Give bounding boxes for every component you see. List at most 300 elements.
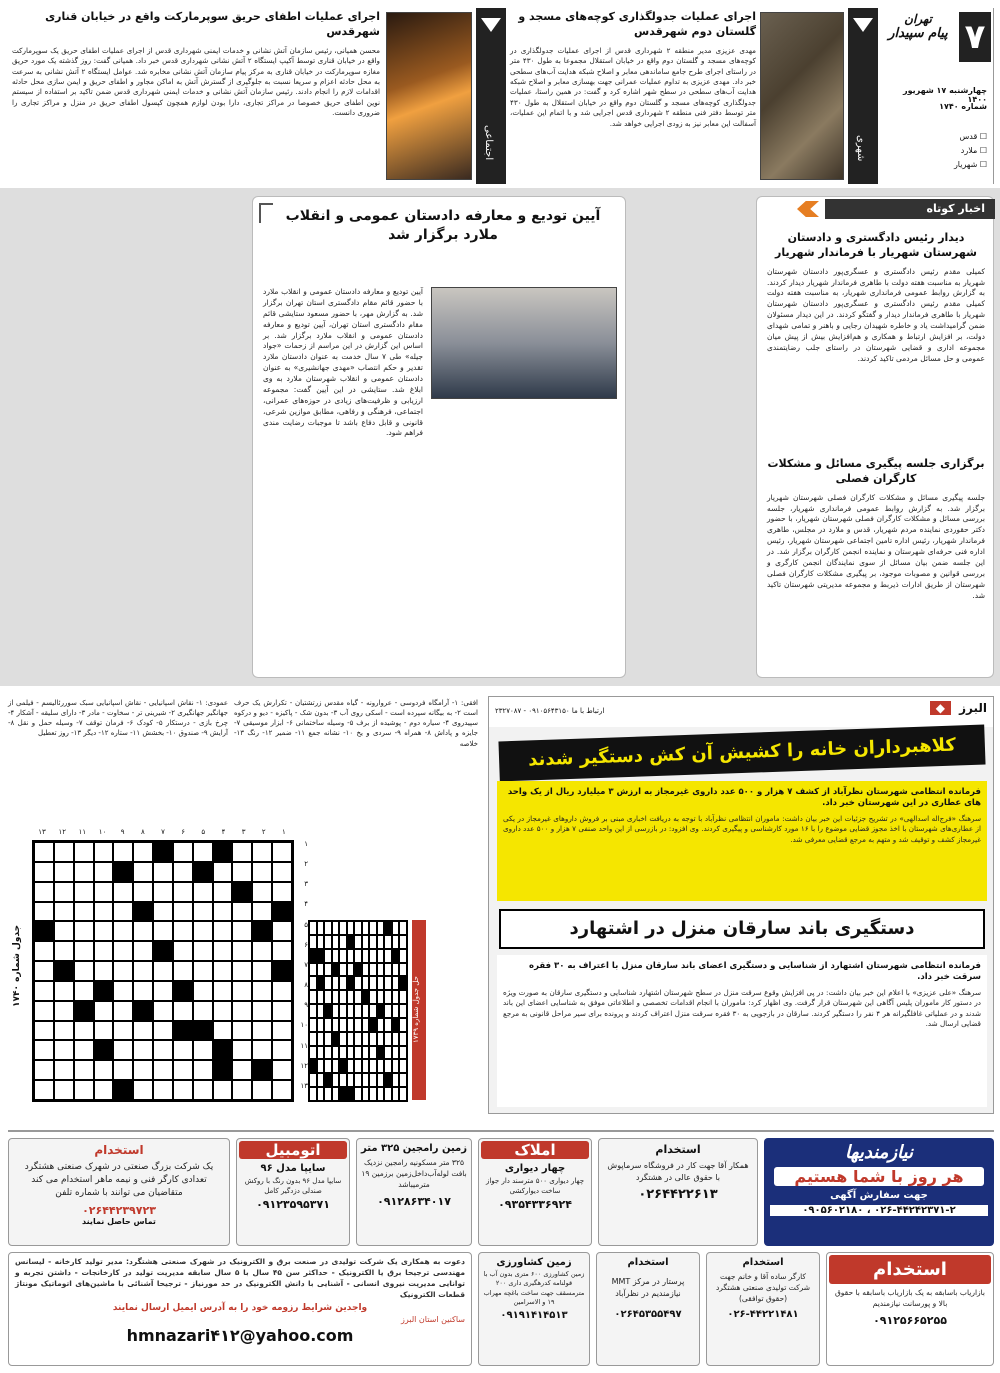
bracket-left-icon <box>259 203 273 223</box>
crossword-cell[interactable] <box>74 941 94 961</box>
police-logo-icon: ◆ <box>930 701 951 715</box>
crossword-cell[interactable] <box>232 862 252 882</box>
crossword-cell[interactable] <box>133 961 153 981</box>
crossword-cell[interactable] <box>113 1021 133 1041</box>
crossword-clues-down: عمودی: ۱- نقاش اسپانیایی - نقاش اسپانیایی سبک سوررئالیسم - فیلمی از جهانگیر جهانگیری ۲- شیرینی تر - سخاوت - مادر ۳- دارای سلیقه - آشکار ۴- چرخ بازی - درستکار ۵- کودک ۶- فرمان توقف ۷- وسیله حمل و نقل ۸- آرایش ۹- صندوق ۱۰- بخشش ۱۱- ستاره ۱۲- دیگر ۱۳- روز تعطیل <box>8 699 229 738</box>
crossword-cell <box>309 1087 317 1101</box>
crossword-cell[interactable] <box>54 1080 74 1100</box>
grid-number: ۱۳ <box>300 1081 308 1090</box>
crossword-clues-across: افقی: ۱- آرامگاه فردوسی - عروارونه - گیاه مقدس زرتشتیان - تکرارش یک حرف است ۲- به بیگانه سپرده است - اسکی روی آب ۳- بدون شک - پاکیزه - دیو و درکوه سپیدروی ۴- سیاره دوم - پوشیده از برف ۵- وسیله ساختمانی ۶- ابزار موسیقی ۷- جایزه و پاداش ۸- همراه ۹- سردی و یخ ۱۰- نشانه جمع ۱۱- ضمیر ۱۲- رنگ ۱۳- خلاصه <box>234 699 478 748</box>
crossword-cell <box>317 1018 325 1032</box>
story-right-box <box>628 196 750 678</box>
crossword-cell[interactable] <box>272 961 292 981</box>
crossword-cell <box>309 1059 317 1073</box>
crossword-cell[interactable] <box>74 921 94 941</box>
crossword-cell[interactable] <box>232 941 252 961</box>
crossword-cell <box>369 990 377 1004</box>
crossword-cell <box>317 963 325 977</box>
ad-hire-factory <box>8 1138 230 1246</box>
crossword-cell[interactable] <box>133 862 153 882</box>
crossword-cell[interactable] <box>232 902 252 922</box>
crossword-cell <box>354 949 362 963</box>
city-item: ☐ ملارد <box>960 146 987 155</box>
crossword-cell[interactable] <box>173 1040 193 1060</box>
crossword-cell[interactable] <box>74 842 94 862</box>
orange-chevron-icon <box>797 201 819 217</box>
police-banner <box>489 697 993 727</box>
car-title-text: اتومبیل <box>265 1141 321 1159</box>
crossword-cell[interactable] <box>74 961 94 981</box>
crossword-cell[interactable] <box>193 941 213 961</box>
crossword-cell[interactable] <box>193 842 213 862</box>
short-news-header <box>825 199 995 219</box>
crossword-cell[interactable] <box>272 862 292 882</box>
crossword-cell[interactable] <box>113 921 133 941</box>
crossword-cell[interactable] <box>173 941 193 961</box>
grid-number: ۶ <box>304 940 308 949</box>
crossword-cell[interactable] <box>213 1021 233 1041</box>
crossword-cell <box>354 1087 362 1101</box>
crossword-cell <box>332 1046 340 1060</box>
masthead <box>882 8 994 184</box>
ad-footer: تماس حاصل نمایند <box>82 1217 156 1227</box>
ad-hire-marketer <box>826 1252 994 1366</box>
ad-text: ۳۲۵ متر مسکونیه رامجین نزدیک بافت لوله‌آب‌داخل‌زمین برزمین ۱۹ مترمیباشد <box>361 1158 467 1189</box>
crossword-cell <box>399 990 407 1004</box>
crossword-cell[interactable] <box>133 882 153 902</box>
crossword-cell[interactable] <box>133 1060 153 1080</box>
police-story-1 <box>497 781 987 901</box>
crossword-cell[interactable] <box>173 882 193 902</box>
crossword-cell[interactable] <box>173 1001 193 1021</box>
crossword-cell[interactable] <box>252 941 272 961</box>
crossword-cell <box>377 990 385 1004</box>
crossword-cell <box>392 963 400 977</box>
crossword-cell[interactable] <box>34 921 54 941</box>
ad-text: یک شرکت بزرگ صنعتی در شهرک صنعتی هشتگرد تعدادی کارگر فنی و نیمه ماهر استخدام می کند متقاضیان می توانند با شماره تلفن <box>24 1162 214 1199</box>
crossword-cell[interactable] <box>252 1021 272 1041</box>
crossword-grid[interactable] <box>32 840 294 1102</box>
grid-number: ۴ <box>221 828 226 836</box>
police-lead: فرمانده انتظامی شهرستان نظرآباد از کشف ۷ هزار و ۵۰۰ عدد داروی غیرمجاز به ارزش ۳ میلیارد ریال از یک واحد های عطاری در این شهرستان خبر داد. <box>507 787 981 809</box>
invite-footer: واجدین شرایط رزومه خود را به آدرس ایمیل ارسال نمایند <box>112 1302 368 1313</box>
grid-number: ۳ <box>304 880 308 889</box>
crossword-cell[interactable] <box>252 862 272 882</box>
crossword-cell <box>354 1032 362 1046</box>
crossword-cell <box>384 1046 392 1060</box>
crossword-cell <box>309 963 317 977</box>
crossword-cell <box>362 949 370 963</box>
ad-text: زمین کشاورزی ۶۰۰ متری بدون آب با قولنامه کدرهگیری داری ۲۰۰ مترمسقف جهت ساخت باغچه مهراب ۱۹ و الاسرامین <box>483 1270 585 1307</box>
crossword-cell <box>324 963 332 977</box>
crossword-cell[interactable] <box>213 1001 233 1021</box>
crossword-cell[interactable] <box>153 1060 173 1080</box>
short-news-body: کمیلی مقدم رئیس دادگستری و عسگری‌پور دادستان شهرستان شهریار به مناسبت هفته دولت با طاهری فرماندار شهریار دیدار کردند. به گزارش روابط عمومی فرمانداری شهریار، به مناسبت هفته دولت کمیلی مقدم رئیس دادگستری و عسگری‌پور دادستان شهرستان شهریار با طاهری فرماندار دیدار و گفتگو کردند. در این دیدار مسئولان ضمن گرامیداشت یاد و خاطره شهیدان رجایی و باهنر و تمامی شهدای دولت، بر افزایش ارتباط و همکاری و هم‌افزایش بیش از پیش میان مجموعه اداری و قضایی شهرستان در راستای جلب رضایتمندی عمومی و حل مسائل مردمی تاکید کردند. <box>767 266 985 363</box>
crossword-cell <box>324 1032 332 1046</box>
crossword-cell[interactable] <box>133 842 153 862</box>
crossword-cell[interactable] <box>272 1001 292 1021</box>
crossword-cell <box>392 1059 400 1073</box>
crossword-cell[interactable] <box>272 902 292 922</box>
crossword-cell[interactable] <box>193 882 213 902</box>
crossword-cell[interactable] <box>113 961 133 981</box>
crossword-cell <box>339 921 347 935</box>
crossword-cell[interactable] <box>54 842 74 862</box>
crossword-cell[interactable] <box>272 1021 292 1041</box>
crossword-cell[interactable] <box>272 921 292 941</box>
crossword-cell[interactable] <box>34 862 54 882</box>
crossword-cell[interactable] <box>34 961 54 981</box>
crossword-cell <box>384 990 392 1004</box>
crossword-cell <box>377 1018 385 1032</box>
crossword-cell <box>332 976 340 990</box>
crossword-cell[interactable] <box>94 1040 114 1060</box>
crossword-cell[interactable] <box>113 1080 133 1100</box>
crossword-cell[interactable] <box>34 842 54 862</box>
crossword-cell <box>377 1032 385 1046</box>
crossword-cell[interactable] <box>74 902 94 922</box>
police-headline-1 <box>498 725 985 782</box>
crossword-cell <box>399 935 407 949</box>
crossword-cell <box>339 1046 347 1060</box>
ad-title: زمین کشاورزی <box>496 1257 572 1268</box>
ad-car <box>236 1138 350 1246</box>
crossword-cell[interactable] <box>74 1021 94 1041</box>
crossword-cell <box>324 976 332 990</box>
crossword-cell[interactable] <box>173 1080 193 1100</box>
crossword-cell[interactable] <box>213 961 233 981</box>
crossword-cell <box>392 935 400 949</box>
crossword-cell[interactable] <box>74 862 94 882</box>
crossword-cell[interactable] <box>54 1001 74 1021</box>
crossword-cell <box>392 1004 400 1018</box>
crossword-cell[interactable] <box>34 941 54 961</box>
section-tab-label: شهری <box>855 118 866 178</box>
crossword-cell <box>392 1087 400 1101</box>
crossword-cell[interactable] <box>74 882 94 902</box>
crossword-cell[interactable] <box>252 921 272 941</box>
crossword-cell[interactable] <box>74 1060 94 1080</box>
story-mid-title: آیین تودیع و معارفه دادستان عمومی و انقلاب ملارد برگزار شد <box>285 208 601 243</box>
crossword-cell[interactable] <box>272 1080 292 1100</box>
crossword-cell[interactable] <box>153 921 173 941</box>
crossword-cell[interactable] <box>213 882 233 902</box>
crossword-cell[interactable] <box>232 921 252 941</box>
crossword-cell[interactable] <box>252 1080 272 1100</box>
crossword-cell[interactable] <box>34 981 54 1001</box>
crossword-cell <box>332 935 340 949</box>
issue-number: شماره ۱۷۴۰ <box>939 102 987 111</box>
crossword-cell <box>317 1087 325 1101</box>
crossword-cell[interactable] <box>34 1060 54 1080</box>
crossword-cell[interactable] <box>54 862 74 882</box>
crossword-cell[interactable] <box>272 941 292 961</box>
ad-title: زمین رامجین ۳۲۵ متر <box>361 1143 467 1154</box>
crossword-cell <box>317 990 325 1004</box>
crossword-cell <box>399 921 407 935</box>
top-right-story <box>12 10 380 180</box>
crossword-cell[interactable] <box>193 1001 213 1021</box>
crossword-cell[interactable] <box>252 961 272 981</box>
crossword-cell[interactable] <box>133 902 153 922</box>
crossword-cell[interactable] <box>113 862 133 882</box>
crossword-cell <box>384 1018 392 1032</box>
section-tab-urban <box>848 8 878 184</box>
crossword-cell <box>369 949 377 963</box>
crossword-cell <box>369 1004 377 1018</box>
crossword-cell[interactable] <box>94 1080 114 1100</box>
crossword-cell[interactable] <box>272 1040 292 1060</box>
crossword-cell <box>339 963 347 977</box>
crossword-cell[interactable] <box>133 1001 153 1021</box>
short-news-item <box>767 231 985 365</box>
grid-number: ۱ <box>304 840 308 848</box>
crossword-cell[interactable] <box>173 961 193 981</box>
crossword-cell <box>347 976 355 990</box>
crossword-cell[interactable] <box>94 882 114 902</box>
crossword-cell[interactable] <box>133 981 153 1001</box>
crossword-cell[interactable] <box>74 1080 94 1100</box>
crossword-cell[interactable] <box>133 941 153 961</box>
grid-number: ۴ <box>304 900 308 909</box>
solution-label-text: حل جدول شماره ۱۷۳۹ <box>412 976 420 1044</box>
crossword-cell[interactable] <box>34 1080 54 1100</box>
crossword-cell <box>309 976 317 990</box>
crossword-cell[interactable] <box>213 902 233 922</box>
crossword-cell[interactable] <box>193 1080 213 1100</box>
crossword-cell[interactable] <box>34 882 54 902</box>
crossword-cell[interactable] <box>54 1060 74 1080</box>
ad-title: سایپا مدل ۹۶ <box>260 1163 326 1174</box>
crossword-cell[interactable] <box>232 1060 252 1080</box>
story-title: اجرای عملیات جدولگذاری کوچه‌های مسجد و گلستان دوم شهرقدس <box>518 10 756 38</box>
crossword-cell[interactable] <box>113 1040 133 1060</box>
crossword-cell[interactable] <box>113 981 133 1001</box>
crossword-cell[interactable] <box>113 941 133 961</box>
crossword-cell <box>354 1046 362 1060</box>
crossword-cell[interactable] <box>34 902 54 922</box>
crossword-cell <box>377 1087 385 1101</box>
grid-number: ۸ <box>304 981 308 990</box>
crossword-cell[interactable] <box>232 981 252 1001</box>
short-news-item <box>767 457 985 601</box>
crossword-cell[interactable] <box>133 1021 153 1041</box>
crossword-cell <box>324 1059 332 1073</box>
crossword-cell[interactable] <box>153 882 173 902</box>
crossword-cell[interactable] <box>252 882 272 902</box>
crossword-cell <box>399 1004 407 1018</box>
crossword-cell[interactable] <box>54 921 74 941</box>
invite-text: دعوت به همکاری یک شرکت تولیدی در صنعت برق و الکترونیک در شهرک صنعتی هشتگرد: مدیر تولید کارخانه - لیسانس مهندسی ترجیحا برق یا الکترونیک - حداکثر سن ۴۵ سال با ۵ سال سابقه مدیریت تولید در کارخانجات - داشتن تجربه و توانایی مدیریت نیروی انسانی - آشنایی با دانش الکترونیک در حد مورنیاز - ترجیحا آشنائی با ماشین‌های اتوماتیک مونتاژ قطعات الکترونیک <box>15 1257 465 1299</box>
crossword-cell[interactable] <box>232 882 252 902</box>
crossword-numbers-top <box>32 828 294 840</box>
crossword-cell[interactable] <box>193 1021 213 1041</box>
crossword-cell[interactable] <box>213 862 233 882</box>
crossword-cell <box>392 949 400 963</box>
ad-needs <box>764 1138 994 1246</box>
crossword-cell[interactable] <box>252 1060 272 1080</box>
crossword-cell[interactable] <box>74 981 94 1001</box>
ad-realty <box>478 1138 592 1246</box>
crossword-cell[interactable] <box>232 842 252 862</box>
crossword-cell[interactable] <box>54 902 74 922</box>
crossword-cell <box>317 1059 325 1073</box>
crossword-cell <box>354 1059 362 1073</box>
crossword-cell[interactable] <box>213 921 233 941</box>
crossword-cell[interactable] <box>213 1040 233 1060</box>
crossword-cell[interactable] <box>54 1040 74 1060</box>
crossword-cell[interactable] <box>94 961 114 981</box>
crossword-cell[interactable] <box>133 1080 153 1100</box>
crossword-cell[interactable] <box>94 941 114 961</box>
crossword-cell[interactable] <box>94 862 114 882</box>
crossword-cell <box>332 1004 340 1018</box>
crossword-cell <box>332 963 340 977</box>
crossword-cell[interactable] <box>193 862 213 882</box>
crossword-cell <box>384 949 392 963</box>
crossword-cell <box>354 1018 362 1032</box>
crossword-cell[interactable] <box>153 961 173 981</box>
crossword-cell[interactable] <box>213 1060 233 1080</box>
crossword-cell[interactable] <box>252 981 272 1001</box>
ad-title: چهار دیواری <box>504 1163 566 1174</box>
crossword-cell[interactable] <box>252 1040 272 1060</box>
crossword-cell[interactable] <box>232 1021 252 1041</box>
crossword-cell <box>332 990 340 1004</box>
crossword-cell[interactable] <box>193 981 213 1001</box>
ad-text: بازاریاب باسابقه به یک بازاریاب باسابقه با حقوق بالا و پورسانت نیازمندیم <box>834 1288 986 1308</box>
crossword-cell <box>347 921 355 935</box>
crossword-cell[interactable] <box>252 1001 272 1021</box>
crossword-cell[interactable] <box>173 981 193 1001</box>
crossword-cell[interactable] <box>153 941 173 961</box>
crossword-cell[interactable] <box>272 882 292 902</box>
crossword-cell[interactable] <box>232 1040 252 1060</box>
crossword-cell[interactable] <box>153 842 173 862</box>
crossword-cell[interactable] <box>113 842 133 862</box>
crossword-cell[interactable] <box>54 1021 74 1041</box>
issue-date: چهارشنبه ۱۷ شهریور ۱۴۰۰ <box>902 86 987 104</box>
crossword-cell[interactable] <box>113 1001 133 1021</box>
crossword-cell[interactable] <box>113 1060 133 1080</box>
crossword-cell[interactable] <box>173 1060 193 1080</box>
crossword-cell[interactable] <box>133 921 153 941</box>
crossword-cell[interactable] <box>74 1001 94 1021</box>
crossword-cell[interactable] <box>34 1021 54 1041</box>
crossword-cell <box>347 1087 355 1101</box>
ad-text: سایپا مدل ۹۶ بدون رنگ با روکش صندلی دزدگیر کامل <box>244 1177 342 1196</box>
crossword-cell <box>339 949 347 963</box>
ad-phone: ۰۹۳۵۴۳۳۶۹۲۴ <box>498 1198 572 1212</box>
crossword-cell <box>347 990 355 1004</box>
crossword-cell <box>392 1046 400 1060</box>
crossword-cell[interactable] <box>252 842 272 862</box>
invite-email[interactable]: hmnazari۴۱۲@yahoo.com <box>126 1325 354 1345</box>
grid-number: ۵ <box>304 920 308 929</box>
crossword-cell[interactable] <box>213 941 233 961</box>
crossword-cell[interactable] <box>94 921 114 941</box>
crossword-cell[interactable] <box>94 1001 114 1021</box>
crossword-cell[interactable] <box>232 1080 252 1100</box>
police-body: سرهنگ «علی عزیزی» با اعلام این خبر بیان داشت: در پی افزایش وقوع سرقت منزل در سطح شهرستان اشتهارد شناسایی و دستگیری سارقان به صورت ویژه در دستور کار ماموران پلیس آگاهی این شهرستان قرار گرفت. وی اظهار کرد: ماموران با انجام اقدامات تخصصی و اطلاعاتی موفق به شناسایی اعضای این باند شدند و در عملیاتی غافلگیرانه هر ۴ نفر را دستگیر کردند. سارقان در بازجویی به ۳۰ فقره سرقت منزل اعتراف کردند و پرونده برای سیر مراحل قانونی به مرجع قضایی ارسال شد. <box>503 987 981 1029</box>
crossword-cell[interactable] <box>213 842 233 862</box>
crossword-cell[interactable] <box>153 1040 173 1060</box>
crossword-cell[interactable] <box>153 862 173 882</box>
crossword-cell <box>339 1087 347 1101</box>
crossword-cell[interactable] <box>272 981 292 1001</box>
crossword-cell[interactable] <box>193 1040 213 1060</box>
crossword-cell[interactable] <box>74 1040 94 1060</box>
crossword-cell[interactable] <box>173 862 193 882</box>
police-headline-text: کلاهبرداران خانه را کشیش آن کش دستگیر شدند <box>527 734 957 771</box>
arrow-icon <box>853 18 873 32</box>
crossword-cell[interactable] <box>173 1021 193 1041</box>
crossword-cell[interactable] <box>153 1080 173 1100</box>
crossword-cell[interactable] <box>54 961 74 981</box>
crossword-cell[interactable] <box>94 842 114 862</box>
crossword-cell <box>339 1073 347 1087</box>
crossword-cell[interactable] <box>173 842 193 862</box>
crossword-cell[interactable] <box>213 1080 233 1100</box>
crossword-cell[interactable] <box>213 981 233 1001</box>
crossword-cell[interactable] <box>193 921 213 941</box>
crossword-cell[interactable] <box>232 961 252 981</box>
crossword-cell[interactable] <box>153 1021 173 1041</box>
crossword-cell[interactable] <box>153 902 173 922</box>
street-work-photo <box>760 12 844 180</box>
crossword-cell[interactable] <box>94 902 114 922</box>
crossword-cell[interactable] <box>193 1060 213 1080</box>
crossword-cell[interactable] <box>153 1001 173 1021</box>
crossword-cell <box>369 1046 377 1060</box>
crossword-cell[interactable] <box>94 1060 114 1080</box>
crossword-cell[interactable] <box>54 981 74 1001</box>
crossword-cell[interactable] <box>272 842 292 862</box>
crossword-cell <box>362 1087 370 1101</box>
crossword-cell <box>354 1004 362 1018</box>
short-news-title: دیدار رئیس دادگستری و دادستان شهرستان شهریار با فرماندار شهریار <box>775 231 977 259</box>
grid-number: ۲ <box>304 860 308 869</box>
crossword-cell[interactable] <box>133 1040 153 1060</box>
prosecutor-photo <box>431 287 617 399</box>
crossword-cell[interactable] <box>153 981 173 1001</box>
crossword-cell[interactable] <box>173 902 193 922</box>
crossword-cell <box>347 1032 355 1046</box>
crossword-cell[interactable] <box>113 902 133 922</box>
crossword-cell[interactable] <box>94 1021 114 1041</box>
arrow-icon <box>481 18 501 32</box>
crossword-cell[interactable] <box>193 902 213 922</box>
crossword-cell <box>392 976 400 990</box>
story-body: محسن همیانی، رئیس سازمان آتش نشانی و خدمات ایمنی شهرداری قدس از اجرای عملیات اطفای حریق یک سوپرمارکت واقع در خیابان قناری توسط آکیپ ایستگاه ۲ آتش نشانی شهرداری قدس خبر داد. همیانی گفت: روز گذشته یک مورد حریق مغازه سوپرمارکت در خیابان قناری به مرکز پیام سازمان آتش نشانی مخابره شد. عوامل ایستگاه ۲ آتش نشانی به سرعت به محل حادثه اعزام و سریعا نسبت به جلوگیری از گسترش آتش به اماکن مجاور و اطفای حریق و ایمن سازی محل حادثه اقدامات لازم را انجام دادند. رئیس سازمان آتش نشانی و خدمات ایمنی شهرداری قدس ضمن تاکید بر استفاده از سیستم نوین اطفای حریق خصوصا در مراکز تجاری، دارا بودن لوازم همچون کپسول اطفای حریق در منزل و مراکز تجاری را ضروری دانست. <box>12 45 380 118</box>
crossword-cell[interactable] <box>173 921 193 941</box>
crossword-cell <box>377 1059 385 1073</box>
crossword-cell[interactable] <box>272 1060 292 1080</box>
crossword-cell <box>384 1087 392 1101</box>
realty-title-text: املاک <box>514 1141 556 1159</box>
crossword-cell[interactable] <box>34 1001 54 1021</box>
crossword-cell[interactable] <box>232 1001 252 1021</box>
crossword-cell[interactable] <box>113 882 133 902</box>
crossword-cell[interactable] <box>193 961 213 981</box>
crossword-cell[interactable] <box>252 902 272 922</box>
crossword-cell[interactable] <box>54 941 74 961</box>
crossword-cell <box>369 1018 377 1032</box>
crossword-side-label-text: جدول شماره ۱۷۴۰ <box>12 924 22 1008</box>
crossword-cell[interactable] <box>54 882 74 902</box>
crossword-cell[interactable] <box>34 1040 54 1060</box>
crossword-cell[interactable] <box>94 981 114 1001</box>
